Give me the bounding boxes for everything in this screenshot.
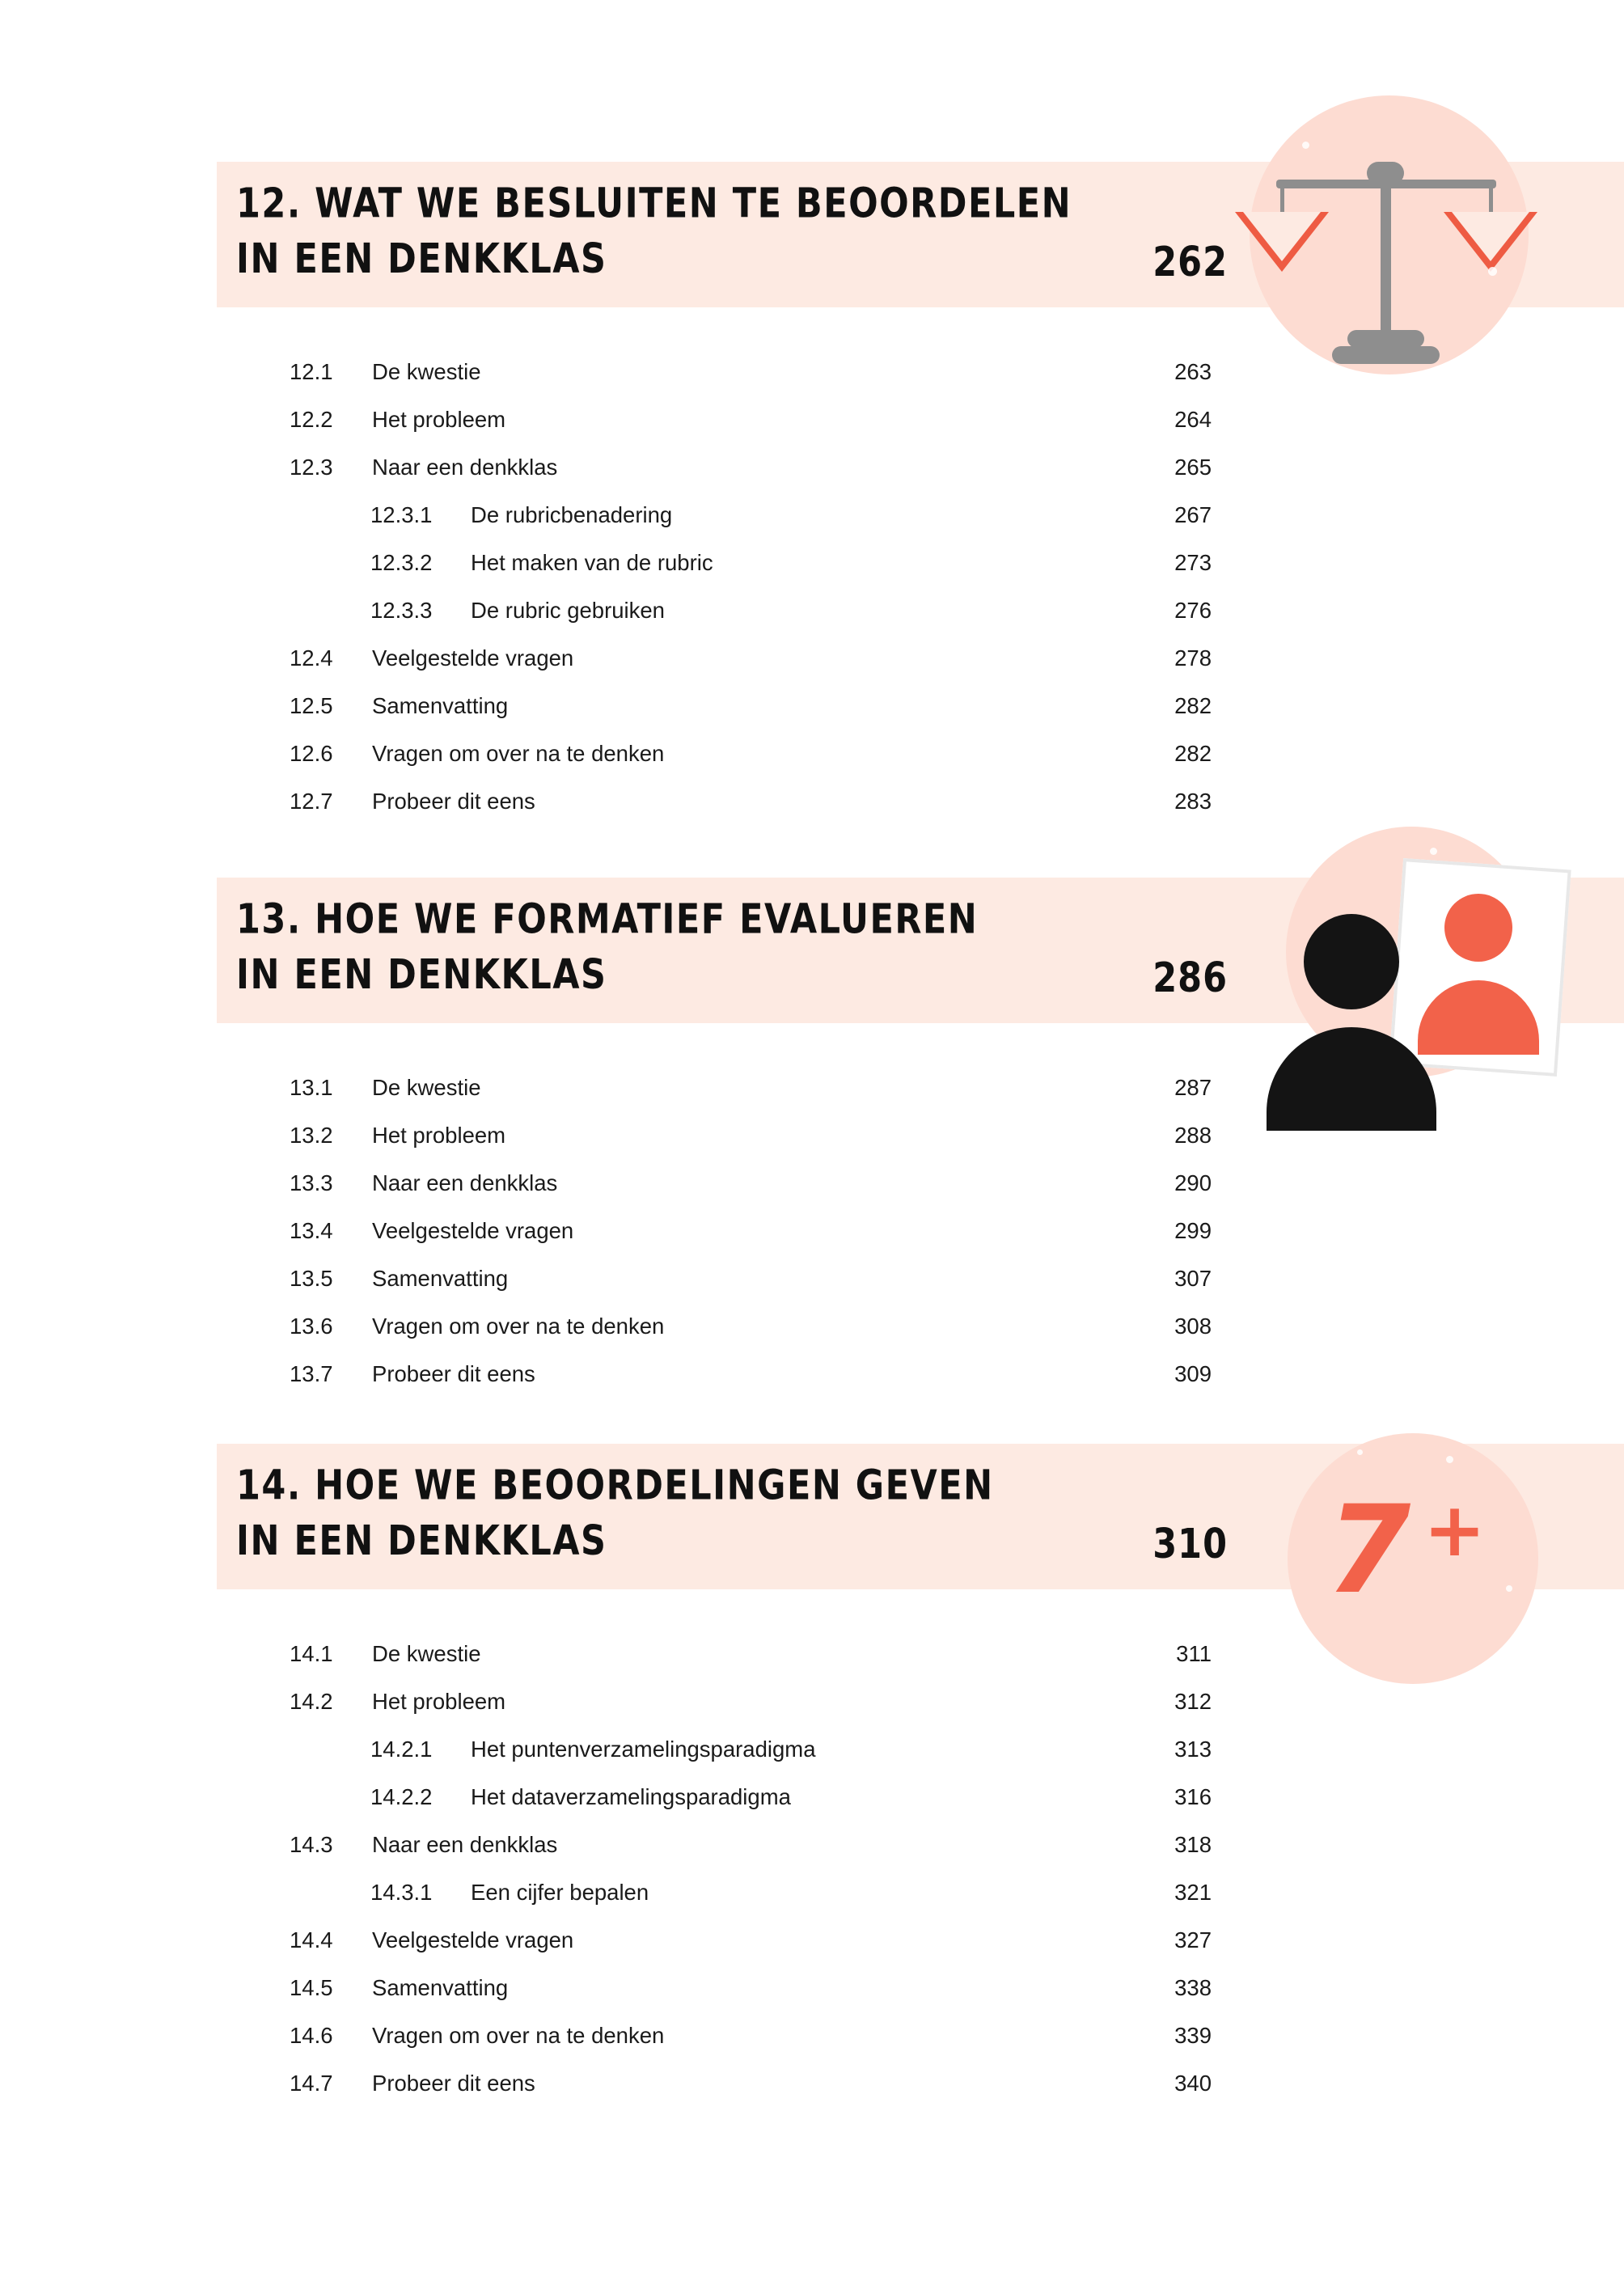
entry-page: 311 [1176,1641,1212,1666]
entry-label: Het maken van de rubric [471,550,713,575]
entry-label: Naar een denkklas [372,455,558,480]
chapter-number: 12. [236,180,302,228]
entry-label: Vragen om over na te denken [372,741,665,766]
entry-label: Het probleem [372,1689,506,1714]
chapter-page-number: 310 [1152,1521,1228,1568]
chapter-title [236,892,1207,1003]
toc-entry[interactable] [0,396,1624,443]
entry-number: 12.3 [290,455,333,480]
entry-label: Het probleem [372,1123,506,1148]
entry-number: 14.5 [290,1975,333,2000]
chapter-title [236,1458,1207,1569]
entry-label: Samenvatting [372,693,509,718]
entry-page: 276 [1174,598,1212,623]
toc-entry[interactable] [0,1821,1624,1868]
entry-label: Het probleem [372,407,506,432]
entry-page: 263 [1174,359,1212,384]
toc-entry[interactable] [0,1254,1624,1302]
entry-page: 287 [1174,1075,1212,1100]
entry-page: 282 [1174,741,1212,766]
entry-number: 13.7 [290,1361,333,1386]
entry-number: 14.2.1 [370,1737,433,1762]
entry-page: 327 [1174,1927,1212,1952]
chapter-number: 14. [236,1462,302,1510]
entry-page: 290 [1174,1170,1212,1195]
toc-subentry[interactable] [0,491,1624,539]
entry-label: Probeer dit eens [372,789,535,814]
toc-entry[interactable] [0,634,1624,682]
toc-entry[interactable] [0,682,1624,730]
entry-label: Vragen om over na te denken [372,2023,665,2048]
toc-subentry[interactable] [0,1725,1624,1773]
chapter-number: 13. [236,895,302,944]
entry-page: 312 [1174,1689,1212,1714]
entry-number: 13.3 [290,1170,333,1195]
toc-subentry[interactable] [0,1868,1624,1916]
entry-label: Vragen om over na te denken [372,1314,665,1339]
toc-entry[interactable] [0,2059,1624,2107]
chapter-entries [0,348,1624,825]
entry-number: 14.2.2 [370,1784,433,1809]
entry-number: 14.4 [290,1927,333,1952]
entry-page: 338 [1174,1975,1212,2000]
chapter-page-number: 262 [1152,239,1228,286]
chapter-page-number: 286 [1152,954,1228,1002]
entry-number: 13.4 [290,1218,333,1243]
entry-number: 13.1 [290,1075,333,1100]
entry-page: 273 [1174,550,1212,575]
chapter-title-line2: IN EEN DENKKLAS [236,235,607,284]
chapter-title-line1: HOE WE BEOORDELINGEN GEVEN [315,1462,994,1510]
entry-page: 308 [1174,1314,1212,1339]
toc-subentry[interactable] [0,586,1624,634]
entry-page: 264 [1174,407,1212,432]
chapter-title [236,176,1207,287]
toc-entry[interactable] [0,1159,1624,1207]
entry-number: 12.3.3 [370,598,433,623]
toc-entry[interactable] [0,1964,1624,2012]
entry-label: Naar een denkklas [372,1832,558,1857]
entry-page: 278 [1174,645,1212,671]
chapter-title-line1: WAT WE BESLUITEN TE BEOORDELEN [315,180,1072,228]
entry-number: 14.6 [290,2023,333,2048]
toc-entry[interactable] [0,443,1624,491]
entry-number: 12.6 [290,741,333,766]
entry-number: 12.3.1 [370,502,433,527]
toc-entry[interactable] [0,1302,1624,1350]
entry-number: 14.2 [290,1689,333,1714]
entry-number: 13.6 [290,1314,333,1339]
chapter-title-line2: IN EEN DENKKLAS [236,951,607,1000]
toc-entry[interactable] [0,730,1624,777]
grade-number: 7 [1326,1480,1406,1621]
entry-page: 282 [1174,693,1212,718]
entry-label: Probeer dit eens [372,2071,535,2096]
entry-label: Een cijfer bepalen [471,1880,649,1905]
entry-page: 267 [1174,502,1212,527]
entry-number: 12.3.2 [370,550,433,575]
toc-entry[interactable] [0,777,1624,825]
entry-label: De kwestie [372,1641,481,1666]
entry-label: Samenvatting [372,1975,509,2000]
toc-entry[interactable] [0,1207,1624,1254]
chapter-title-line1: HOE WE FORMATIEF EVALUEREN [315,895,979,944]
toc-entry[interactable] [0,1916,1624,1964]
entry-label: Veelgestelde vragen [372,1927,574,1952]
entry-label: Het dataverzamelingsparadigma [471,1784,791,1809]
chapter-entries [0,1630,1624,2107]
entry-page: 283 [1174,789,1212,814]
entry-label: Naar een denkklas [372,1170,558,1195]
entry-page: 309 [1174,1361,1212,1386]
entry-number: 14.1 [290,1641,333,1666]
entry-label: De rubric gebruiken [471,598,665,623]
chapter-title-line2: IN EEN DENKKLAS [236,1517,607,1566]
entry-label: Het puntenverzamelingsparadigma [471,1737,816,1762]
entry-page: 307 [1174,1266,1212,1291]
entry-number: 14.3.1 [370,1880,433,1905]
entry-number: 12.5 [290,693,333,718]
toc-entry[interactable] [0,1677,1624,1725]
entry-number: 12.7 [290,789,333,814]
entry-label: Veelgestelde vragen [372,1218,574,1243]
entry-label: De kwestie [372,359,481,384]
toc-subentry[interactable] [0,1773,1624,1821]
entry-label: De rubricbenadering [471,502,673,527]
entry-label: Samenvatting [372,1266,509,1291]
entry-number: 13.2 [290,1123,333,1148]
toc-entry[interactable] [0,2012,1624,2059]
entry-page: 313 [1174,1737,1212,1762]
entry-page: 321 [1174,1880,1212,1905]
entry-page: 288 [1174,1123,1212,1148]
entry-label: Probeer dit eens [372,1361,535,1386]
entry-number: 12.4 [290,645,333,671]
entry-label: Veelgestelde vragen [372,645,574,671]
entry-number: 12.2 [290,407,333,432]
entry-page: 316 [1174,1784,1212,1809]
entry-page: 265 [1174,455,1212,480]
entry-number: 12.1 [290,359,333,384]
entry-number: 14.7 [290,2071,333,2096]
entry-page: 299 [1174,1218,1212,1243]
entry-number: 13.5 [290,1266,333,1291]
grade-plus-sign: + [1423,1487,1487,1573]
entry-page: 340 [1174,2071,1212,2096]
entry-number: 14.3 [290,1832,333,1857]
entry-page: 318 [1174,1832,1212,1857]
entry-page: 339 [1174,2023,1212,2048]
entry-label: De kwestie [372,1075,481,1100]
toc-entry[interactable] [0,1350,1624,1398]
toc-subentry[interactable] [0,539,1624,586]
